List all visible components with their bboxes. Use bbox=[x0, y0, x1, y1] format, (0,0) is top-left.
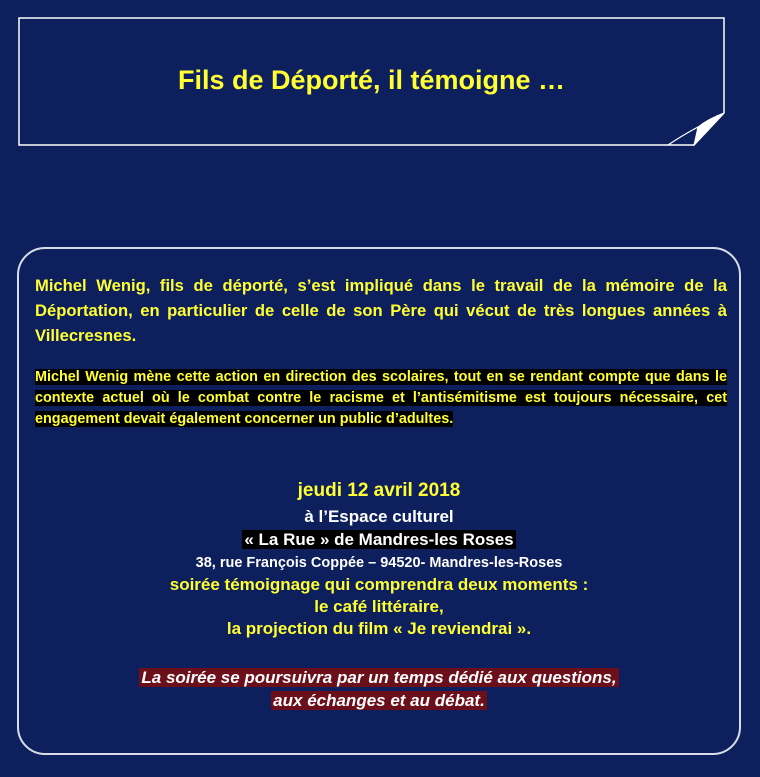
closing-note bbox=[19, 666, 739, 712]
event-moment-2: la projection du film « Je reviendrai ». bbox=[226, 619, 532, 638]
highlight-text: Michel Wenig mène cette action en direction des scolaires, tout en se rendant compte que dans le contexte actuel où le combat contre le racisme et l’antisémitisme est toujours nécessaire, cet engagement devait également concerner un public d’adultes. bbox=[35, 369, 727, 427]
page-title: Fils de Déporté, il témoigne … bbox=[177, 65, 566, 95]
content-panel bbox=[17, 247, 741, 755]
highlight-paragraph bbox=[35, 367, 727, 430]
event-address: 38, rue François Coppée – 94520- Mandres-les-Roses bbox=[195, 555, 563, 571]
event-date: jeudi 12 avril 2018 bbox=[297, 480, 461, 501]
title-banner bbox=[18, 17, 725, 146]
event-venue-text: « La Rue » de Mandres-les Roses bbox=[244, 530, 514, 549]
closing-line-1: La soirée se poursuivra par un temps dédié aux questions, bbox=[141, 668, 617, 687]
closing-line-2: aux échanges et au débat. bbox=[273, 691, 485, 710]
intro-paragraph: Michel Wenig, fils de déporté, s’est impliqué dans le travail de la mémoire de la Déportation, en particulier de celle de son Père qui vécut de très longues années à Villecresnes. bbox=[35, 276, 727, 345]
event-moment-1: le café littéraire, bbox=[314, 597, 444, 616]
event-program: soirée témoignage qui comprendra deux moments : bbox=[169, 575, 589, 594]
event-details bbox=[19, 476, 739, 640]
event-place-intro: à l’Espace culturel bbox=[304, 507, 454, 526]
event-venue bbox=[19, 528, 739, 552]
